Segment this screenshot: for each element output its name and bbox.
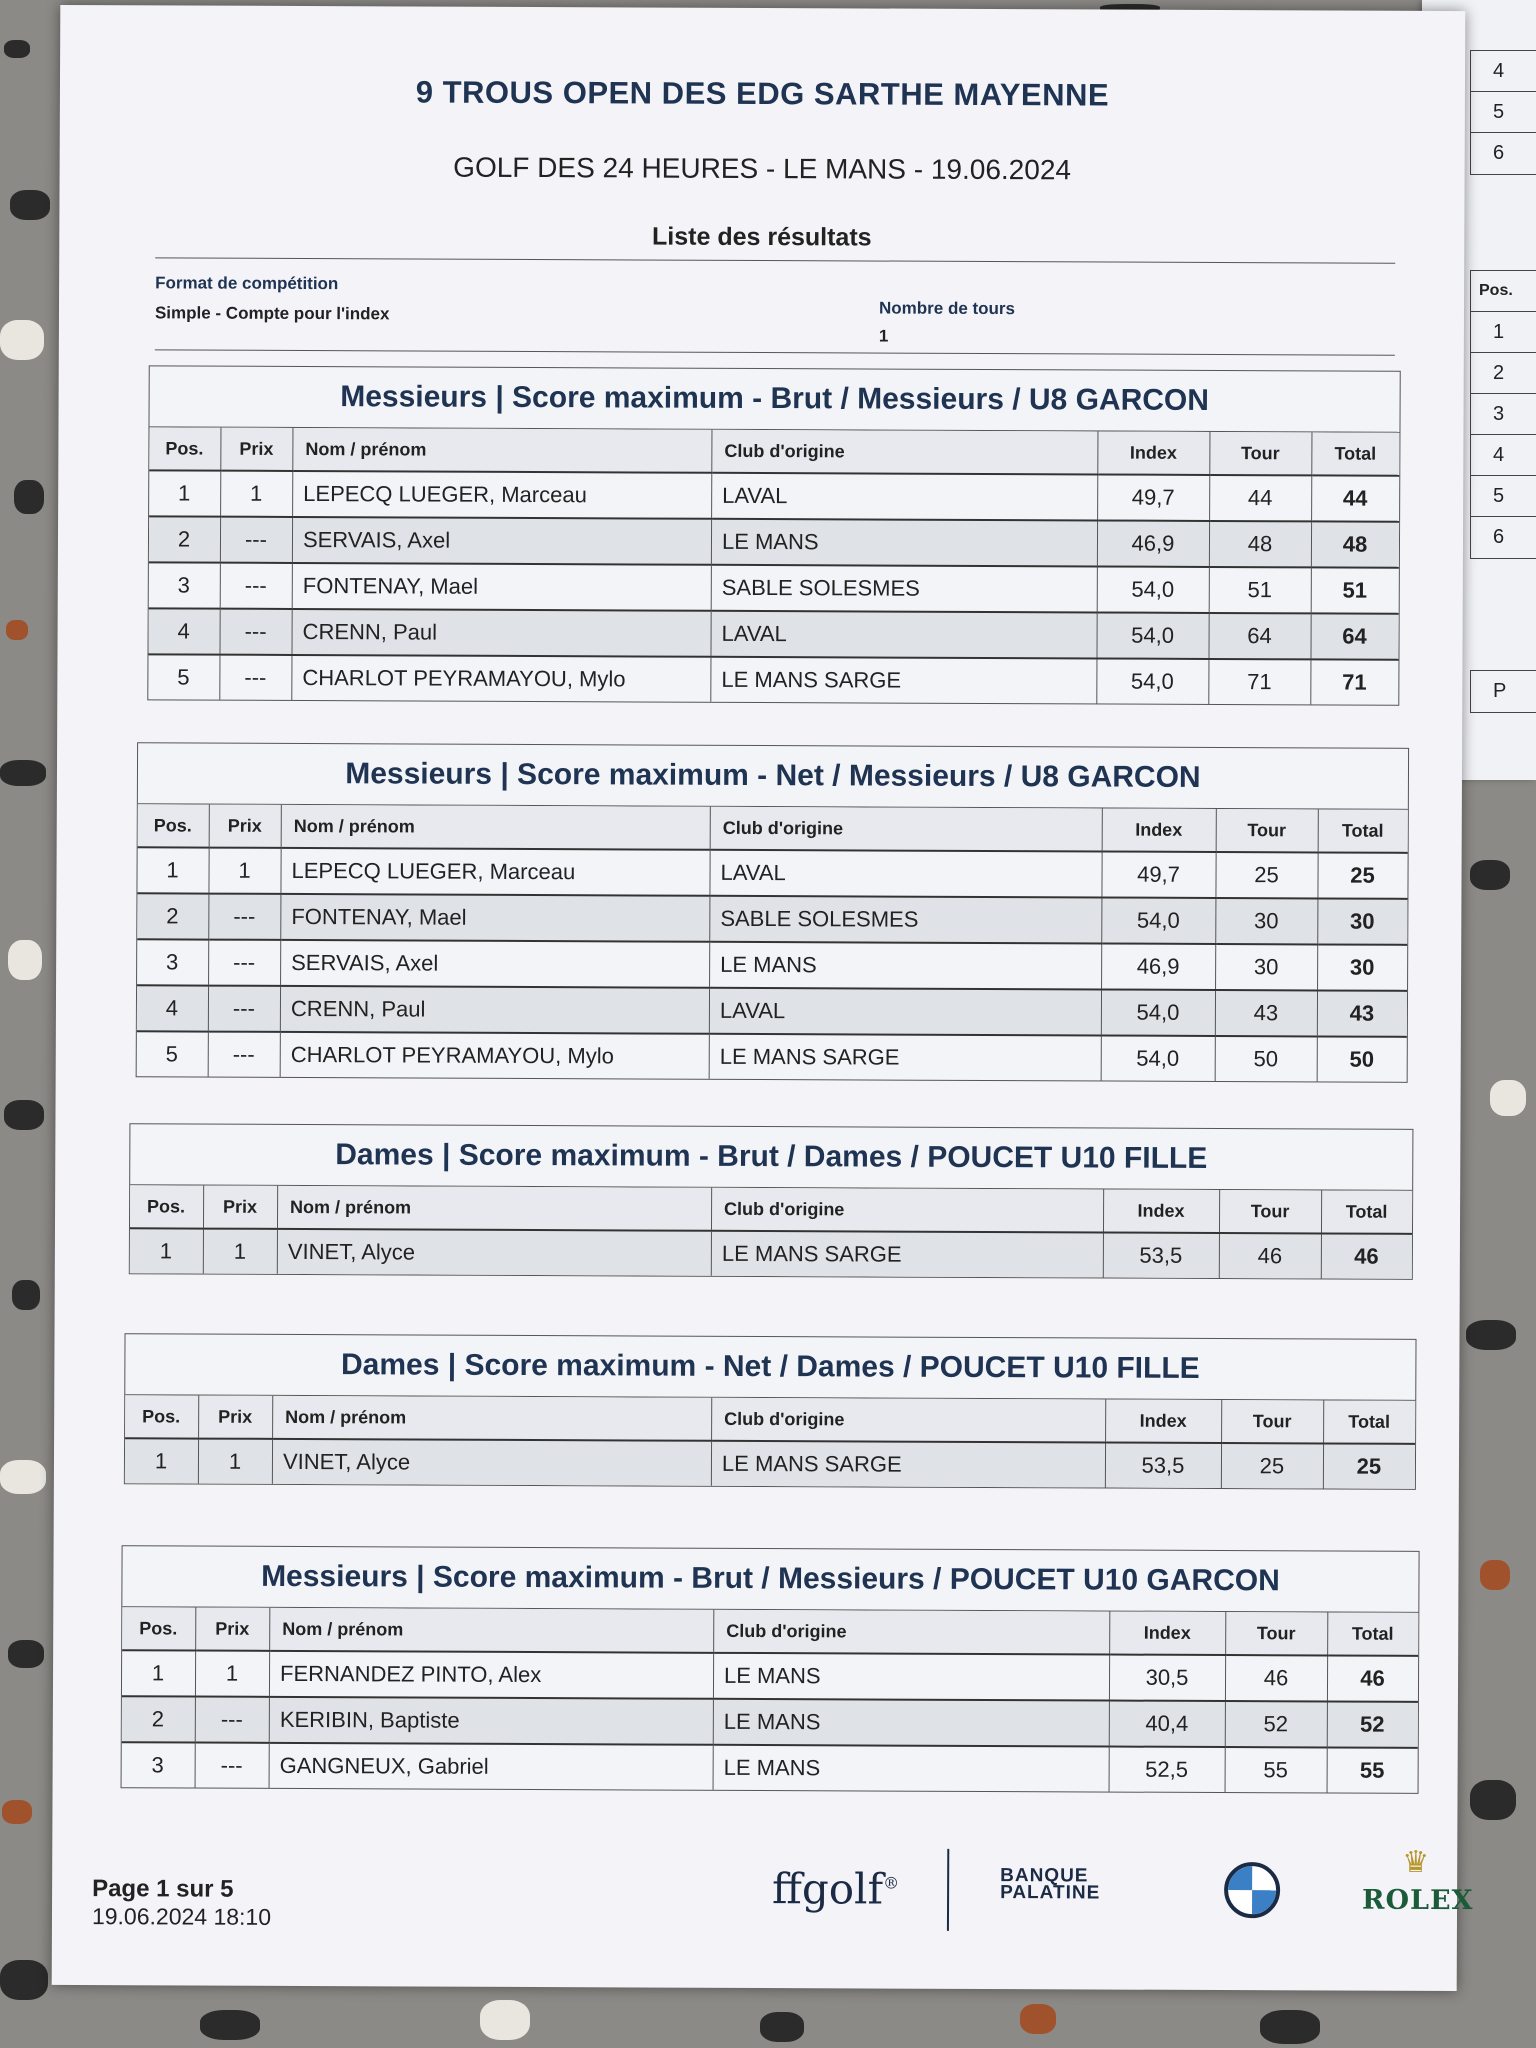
cell-club: LE MANS SARGE (711, 1441, 1105, 1488)
cell-prix: --- (220, 655, 292, 700)
table-row (137, 893, 1407, 945)
cell-name: FERNANDEZ PINTO, Alex (269, 1651, 713, 1699)
col-tour: Tour (1210, 432, 1312, 475)
cell-club: SABLE SOLESMES (711, 565, 1097, 613)
cell-total: 71 (1342, 669, 1367, 695)
side-number: 5 (1471, 476, 1536, 517)
cell-index: 54,0 (1101, 989, 1215, 1035)
cell-club: LE MANS SARGE (709, 1034, 1101, 1081)
side-number: 4 (1471, 51, 1536, 92)
cell-club: LAVAL (712, 473, 1098, 521)
table-row (148, 608, 1398, 659)
section-title: Messieurs | Score maximum - Net / Messieurs / U8 GARCON (138, 743, 1408, 810)
cell-total: 30 (1318, 944, 1408, 990)
cell-name: LEPECQ LUEGER, Marceau (281, 848, 710, 896)
side-sheet-mid-list (1470, 270, 1536, 559)
col-pos: Pos. (122, 1607, 196, 1650)
cell-club: LAVAL (711, 611, 1097, 659)
cell-tour: 51 (1209, 567, 1311, 613)
cell-total: 46 (1327, 1655, 1418, 1701)
cell-index: 52,5 (1109, 1747, 1225, 1793)
side-number: 5 (1471, 92, 1536, 133)
results-table (130, 1185, 1412, 1279)
cell-index: 49,7 (1098, 474, 1210, 520)
table-header-row (122, 1607, 1418, 1656)
col-club: Club d'origine (712, 430, 1098, 475)
cell-index: 30,5 (1109, 1655, 1225, 1702)
cell-pos: 5 (148, 654, 220, 699)
cell-pos: 2 (149, 516, 221, 562)
cell-name: VINET, Alyce (272, 1439, 711, 1486)
table-row (137, 985, 1407, 1037)
cell-tour: 25 (1221, 1443, 1323, 1488)
col-name: Nom / prénom (270, 1608, 714, 1653)
cell-name: LEPECQ LUEGER, Marceau (293, 471, 712, 519)
page-subtitle: GOLF DES 24 HEURES - LE MANS - 19.06.2024 (453, 151, 1072, 186)
cell-total: 30 (1318, 898, 1408, 944)
col-club: Club d'origine (711, 1188, 1103, 1233)
cell-index: 49,7 (1102, 851, 1216, 897)
rounds-label: Nombre de tours (878, 298, 1016, 319)
cell-prix: --- (220, 517, 292, 563)
page-number: Page 1 sur 5 (92, 1875, 234, 1903)
col-prix: Prix (203, 1186, 277, 1229)
cell-club: LE MANS SARGE (711, 657, 1097, 704)
cell-tour: 44 (1210, 475, 1312, 521)
cell-prix: --- (220, 609, 292, 655)
cell-club: LE MANS (713, 1745, 1109, 1792)
cell-index: 54,0 (1101, 1035, 1215, 1080)
cell-pos: 1 (122, 1650, 196, 1696)
banque-palatine-logo (1000, 1865, 1101, 1904)
cell-index: 54,0 (1097, 658, 1209, 703)
side-header: Pos. (1471, 271, 1536, 312)
cell-total: 25 (1318, 852, 1408, 898)
side-letter: P (1493, 680, 1507, 702)
cell-club: SABLE SOLESMES (710, 896, 1102, 944)
format-value: Simple - Compte pour l'index (154, 303, 390, 324)
cell-pos: 4 (137, 985, 209, 1031)
col-prix: Prix (221, 428, 293, 471)
cell-pos: 3 (137, 939, 209, 985)
table-row (122, 1696, 1418, 1748)
cell-index: 40,4 (1109, 1701, 1225, 1748)
cell-pos: 1 (130, 1228, 204, 1273)
side-number: 4 (1471, 435, 1536, 476)
cell-pos: 3 (149, 562, 221, 608)
cell-club: LE MANS (710, 942, 1102, 990)
section-title: Dames | Score maximum - Brut / Dames / POUCET U10 FILLE (130, 1124, 1412, 1191)
col-index: Index (1106, 1400, 1222, 1444)
col-club: Club d'origine (712, 1398, 1106, 1443)
results-table (125, 1395, 1415, 1489)
cell-club: LE MANS (713, 1699, 1109, 1747)
cell-prix: 1 (209, 848, 281, 894)
cell-prix: --- (195, 1697, 269, 1743)
cell-tour: 64 (1209, 613, 1311, 659)
cell-pos: 5 (137, 1031, 209, 1076)
table-header-row (149, 427, 1399, 475)
banque-logo-line1: BANQUE (1000, 1865, 1089, 1887)
cell-club: LE MANS (713, 1653, 1109, 1701)
cell-total: 50 (1349, 1046, 1375, 1072)
cell-index: 53,5 (1103, 1233, 1219, 1279)
divider (155, 349, 1395, 355)
results-table (148, 427, 1399, 704)
results-table-section (136, 742, 1409, 1083)
rolex-logo: ROLEX (1362, 1884, 1474, 1917)
side-sheet-bottom-box (1470, 670, 1536, 713)
ffgolf-logo-text: ffgolf (772, 1864, 884, 1914)
cell-tour: 30 (1216, 944, 1318, 990)
cell-index: 46,9 (1102, 943, 1216, 989)
col-tour: Tour (1219, 1190, 1321, 1233)
cell-total: 44 (1312, 475, 1400, 521)
cell-prix: 1 (221, 471, 293, 517)
cell-club: LE MANS (711, 519, 1097, 567)
cell-prix: 1 (198, 1439, 272, 1484)
cell-tour: 55 (1225, 1747, 1327, 1792)
cell-pos: 2 (137, 893, 209, 939)
cell-tour: 43 (1215, 990, 1317, 1036)
col-total: Total (1321, 1190, 1412, 1233)
col-club: Club d'origine (714, 1610, 1110, 1655)
bmw-roundel-icon (1224, 1862, 1280, 1918)
col-index: Index (1098, 431, 1210, 474)
cell-index: 54,0 (1097, 612, 1209, 658)
col-pos: Pos. (149, 427, 221, 470)
table-row (149, 470, 1399, 521)
cell-prix: --- (209, 894, 281, 940)
cell-name: SERVAIS, Axel (281, 940, 710, 988)
results-table-section (124, 1333, 1417, 1490)
col-name: Nom / prénom (281, 805, 710, 850)
cell-total: 55 (1359, 1757, 1385, 1783)
cell-prix: --- (220, 563, 292, 609)
rounds-value: 1 (878, 326, 889, 346)
results-table-section (121, 1545, 1420, 1794)
col-total: Total (1328, 1612, 1419, 1655)
cell-prix: --- (208, 1032, 280, 1077)
cell-total: 25 (1323, 1443, 1415, 1488)
cell-total: 51 (1311, 567, 1399, 613)
cell-total: 43 (1317, 990, 1407, 1036)
results-sheet (52, 5, 1474, 1991)
cell-pos: 1 (149, 470, 221, 516)
ffgolf-logo (772, 1864, 899, 1914)
col-name: Nom / prénom (277, 1186, 711, 1231)
section-title: Dames | Score maximum - Net / Dames / POUCET U10 FILLE (125, 1334, 1415, 1401)
cell-prix: 1 (195, 1651, 269, 1697)
col-total: Total (1318, 809, 1408, 852)
cell-tour: 71 (1209, 659, 1311, 704)
section-title: Messieurs | Score maximum - Brut / Messieurs / U8 GARCON (149, 366, 1399, 432)
col-tour: Tour (1216, 809, 1318, 852)
registered-mark: ® (883, 1873, 900, 1893)
cell-tour: 52 (1225, 1701, 1327, 1747)
divider (155, 257, 1395, 263)
col-total: Total (1312, 432, 1400, 475)
banque-logo-line2: PALATINE (1000, 1882, 1101, 1904)
table-row (122, 1742, 1418, 1793)
col-prix: Prix (199, 1396, 273, 1439)
list-title: Liste des résultats (651, 222, 872, 252)
cell-prix: --- (208, 986, 280, 1032)
cell-tour: 46 (1225, 1655, 1327, 1701)
table-row (137, 847, 1407, 899)
table-row (137, 1031, 1407, 1082)
cell-name: KERIBIN, Baptiste (269, 1697, 713, 1745)
cell-total: 52 (1327, 1701, 1418, 1747)
cell-name: VINET, Alyce (277, 1229, 711, 1276)
col-pos: Pos. (138, 804, 210, 847)
crown-icon: ♛ (1402, 1845, 1430, 1879)
cell-name: CHARLOT PEYRAMAYOU, Mylo (292, 655, 711, 702)
side-number: 6 (1493, 142, 1505, 164)
col-name: Nom / prénom (273, 1396, 712, 1441)
cell-name: GANGNEUX, Gabriel (269, 1743, 713, 1790)
cell-index: 46,9 (1097, 520, 1209, 566)
table-row (125, 1438, 1415, 1489)
cell-pos: 2 (122, 1696, 196, 1742)
cell-tour: 50 (1215, 1036, 1317, 1081)
side-sheet-top-list (1470, 50, 1536, 175)
col-name: Nom / prénom (293, 428, 712, 473)
col-total: Total (1324, 1400, 1416, 1443)
col-pos: Pos. (130, 1185, 204, 1228)
cell-name: FONTENAY, Mael (292, 563, 711, 611)
format-label: Format de compétition (155, 273, 339, 294)
col-tour: Tour (1226, 1612, 1328, 1655)
cell-pos: 1 (125, 1438, 199, 1483)
cell-name: FONTENAY, Mael (281, 894, 710, 942)
col-index: Index (1103, 1190, 1219, 1234)
cell-tour: 25 (1216, 852, 1318, 898)
page-title: 9 TROUS OPEN DES EDG SARTHE MAYENNE (415, 74, 1110, 113)
cell-name: SERVAIS, Axel (292, 517, 711, 565)
table-header-row (130, 1185, 1412, 1234)
cell-club: LE MANS SARGE (711, 1231, 1103, 1278)
cell-index: 54,0 (1097, 566, 1209, 612)
cell-club: LAVAL (710, 850, 1102, 898)
footer-divider (947, 1849, 949, 1931)
cell-club: LAVAL (709, 988, 1101, 1036)
cell-tour: 48 (1209, 521, 1311, 567)
cell-index: 53,5 (1105, 1443, 1221, 1489)
results-table-section (129, 1123, 1414, 1280)
table-row (130, 1228, 1412, 1279)
side-number: 2 (1471, 353, 1536, 394)
cell-tour: 46 (1219, 1233, 1321, 1278)
table-header-row (138, 804, 1408, 853)
cell-name: CHARLOT PEYRAMAYOU, Mylo (280, 1032, 709, 1079)
side-number: 1 (1471, 312, 1536, 353)
side-number: 3 (1471, 394, 1536, 435)
cell-name: CRENN, Paul (280, 986, 709, 1034)
cell-name: CRENN, Paul (292, 609, 711, 657)
cell-prix: 1 (203, 1229, 277, 1274)
side-number: 6 (1493, 526, 1505, 548)
results-table (137, 804, 1408, 1082)
table-row (148, 654, 1398, 704)
cell-tour: 30 (1216, 898, 1318, 944)
col-prix: Prix (196, 1608, 270, 1651)
section-title: Messieurs | Score maximum - Brut / Messieurs / POUCET U10 GARCON (122, 1546, 1418, 1613)
table-row (122, 1650, 1418, 1702)
table-row (149, 562, 1399, 613)
cell-pos: 1 (137, 847, 209, 893)
table-header-row (125, 1395, 1415, 1444)
cell-total: 46 (1321, 1233, 1412, 1278)
col-club: Club d'origine (710, 807, 1102, 852)
cell-total: 48 (1311, 521, 1399, 567)
col-index: Index (1110, 1612, 1226, 1656)
cell-pos: 3 (122, 1742, 196, 1787)
col-prix: Prix (209, 805, 281, 848)
cell-pos: 4 (148, 608, 220, 654)
results-table (122, 1607, 1419, 1793)
table-row (149, 516, 1399, 567)
cell-prix: --- (209, 940, 281, 986)
print-datetime: 19.06.2024 18:10 (91, 1903, 272, 1930)
cell-index: 54,0 (1102, 897, 1216, 943)
cell-prix: --- (195, 1743, 269, 1788)
col-pos: Pos. (125, 1395, 199, 1438)
table-row (137, 939, 1407, 991)
col-tour: Tour (1222, 1400, 1324, 1443)
results-table-section (147, 365, 1400, 705)
col-index: Index (1102, 808, 1216, 851)
cell-total: 64 (1311, 613, 1399, 659)
